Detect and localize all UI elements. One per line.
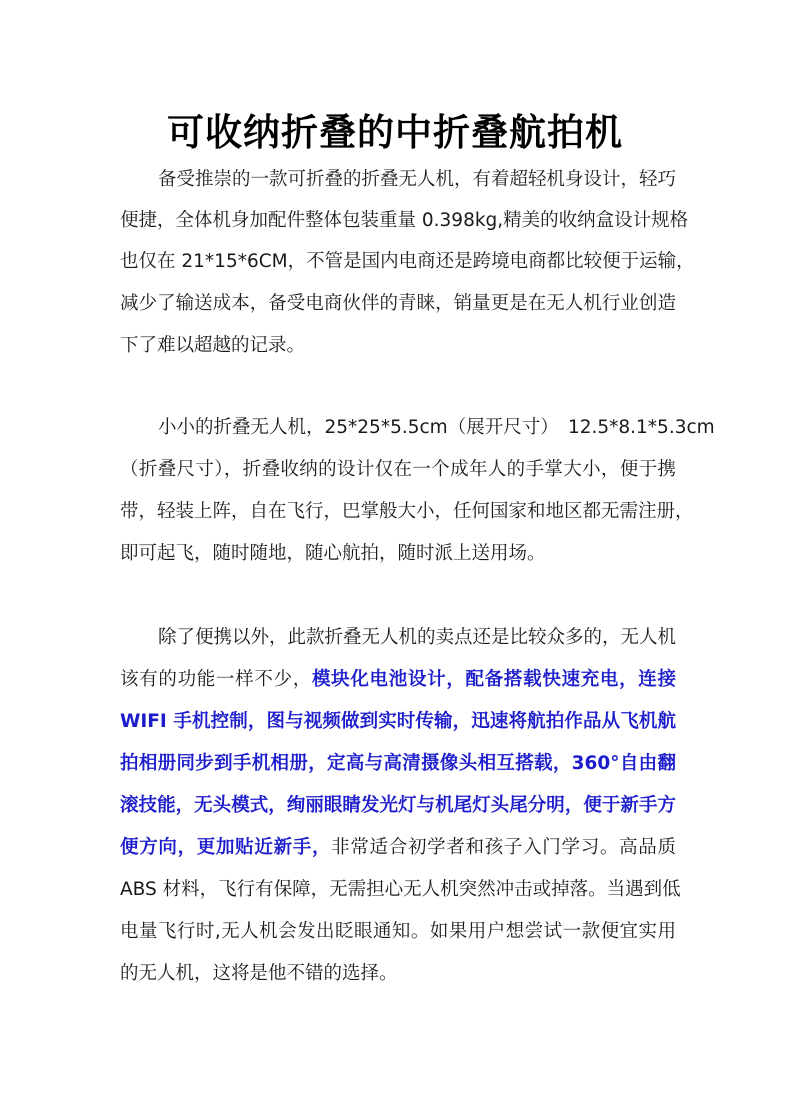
highlighted-text: WIFI 手机控制，图与视频做到实时传输，迅速将航拍作品从飞机航	[120, 711, 676, 732]
highlighted-text: 滚技能，无头模式，绚丽眼睛发光灯与机尾灯头尾分明，便于新手方	[120, 795, 676, 816]
text-line	[120, 869, 681, 911]
document-title: 可收纳折叠的中折叠航拍机	[167, 110, 623, 154]
text-segment: ABS 材料，飞行有保障，无需担心无人机突然冲击或掉落。当遇到低	[120, 879, 681, 900]
highlighted-text: 便方向，更加贴近新手，	[120, 837, 332, 858]
text-segment: 电量飞行时,无人机会发出眨眼通知。如果用户想尝试一款便宜实用	[120, 921, 676, 942]
text-line: （折叠尺寸），折叠收纳的设计仅在一个成年人的手掌大小，便于携	[120, 459, 676, 480]
text-line	[158, 617, 676, 659]
text-line	[120, 785, 676, 827]
text-segment: 该有的功能一样不少，	[120, 669, 312, 690]
text-line: 下了难以超越的记录。	[120, 335, 306, 356]
text-line: 也仅在 21*15*6CM，不管是国内电商还是跨境电商都比较便于运输，	[120, 251, 695, 272]
text-line	[120, 911, 676, 953]
text-line: 小小的折叠无人机，25*25*5.5cm（展开尺寸） 12.5*8.1*5.3cm	[158, 417, 715, 438]
text-line: 备受推崇的一款可折叠的折叠无人机，有着超轻机身设计，轻巧	[158, 169, 677, 190]
highlighted-text: 模块化电池设计，配备搭载快速充电，连接	[311, 669, 676, 690]
text-segment: 除了便携以外，此款折叠无人机的卖点还是比较众多的，无人机	[158, 627, 677, 648]
text-line	[120, 953, 676, 995]
text-line: 减少了输送成本，备受电商伙伴的青睐，销量更是在无人机行业创造	[120, 293, 676, 314]
text-line	[120, 659, 676, 701]
text-line	[120, 743, 676, 785]
text-line	[120, 827, 676, 869]
text-segment: 的无人机，这将是他不错的选择。	[120, 963, 398, 984]
text-line: 即可起飞，随时随地，随心航拍，随时派上送用场。	[120, 543, 546, 564]
text-line	[120, 701, 676, 743]
text-segment: 非常适合初学者和孩子入门学习。高品质	[331, 837, 676, 858]
text-line: 带，轻装上阵，自在飞行，巴掌般大小，任何国家和地区都无需注册，	[120, 501, 694, 522]
highlighted-text: 拍相册同步到手机相册，定高与高清摄像头相互搭载，360°自由翻	[120, 753, 676, 774]
text-line: 便捷，全体机身加配件整体包装重量 0.398kg,精美的收纳盒设计规格	[120, 210, 689, 231]
